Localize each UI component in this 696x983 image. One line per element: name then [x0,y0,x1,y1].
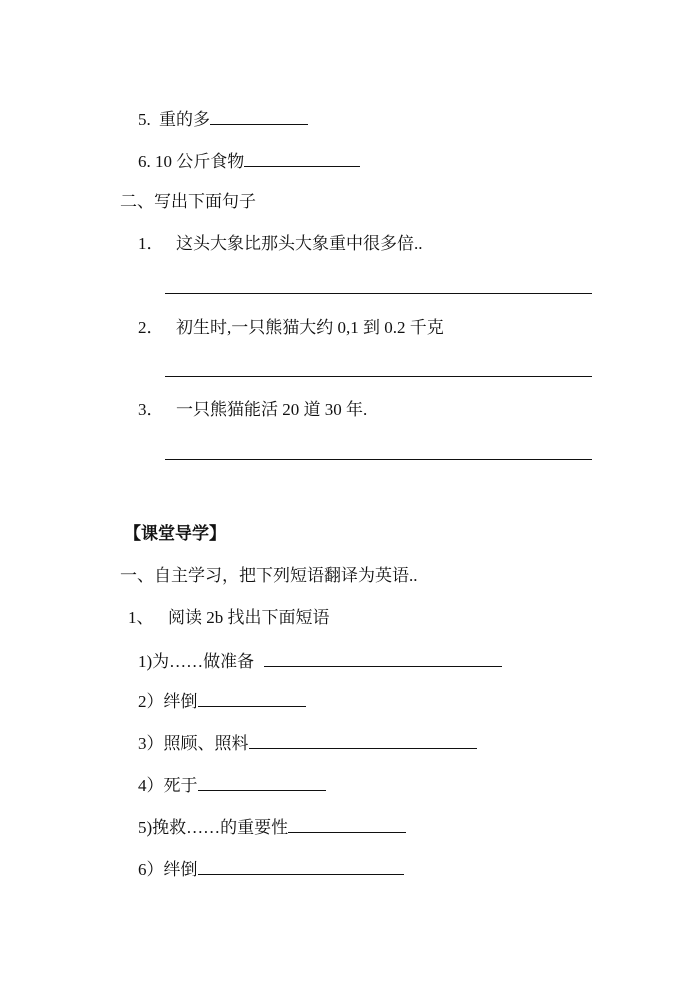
phrase-text: 4）死于 [138,776,198,795]
guide-title: 【课堂导学】 [124,524,226,543]
item-number: 1． [138,234,164,253]
answer-blank[interactable] [198,690,306,707]
answer-line[interactable] [165,376,592,377]
section2-heading: 二、写出下面句子 [120,192,256,211]
phrase-text: 1)为……做准备 [138,652,255,671]
item-text: 一只熊猫能活 20 道 30 年. [176,400,368,419]
phrase-item [138,650,502,672]
item-5 [138,108,308,130]
item-text: 这头大象比那头大象重中很多倍.. [176,234,423,253]
answer-line[interactable] [165,459,592,460]
phrase-item [138,816,406,838]
item-number: 3． [138,400,164,419]
sentence-item-2 [138,318,444,338]
answer-blank[interactable] [288,816,406,833]
phrase-text: 5)挽救……的重要性 [138,818,289,837]
answer-line[interactable] [165,293,592,294]
phrase-item [138,774,326,796]
item-number: 2． [138,318,164,337]
phrase-item [138,732,477,754]
answer-blank[interactable] [244,150,360,167]
item-text: 重的多 [159,110,210,129]
phrase-text: 2）绊倒 [138,692,198,711]
phrase-item [138,858,404,880]
item-number: 5. [138,110,151,129]
item-text: 初生时,一只熊猫大约 0,1 到 0.2 千克 [176,318,444,337]
answer-blank[interactable] [249,732,477,749]
answer-blank[interactable] [210,108,308,125]
sentence-item-1 [138,234,423,254]
item-6 [138,150,360,172]
item-number: 6. [138,152,151,171]
guide-task [128,608,330,628]
phrase-text: 6）绊倒 [138,860,198,879]
answer-blank[interactable] [264,650,502,667]
phrase-item [138,690,306,712]
answer-blank[interactable] [198,774,326,791]
phrase-text: 3）照顾、照料 [138,734,249,753]
task-number: 1、 [128,608,154,627]
sentence-item-3 [138,400,367,420]
answer-blank[interactable] [198,858,404,875]
item-text: 10 公斤食物 [155,152,245,171]
task-text: 阅读 2b 找出下面短语 [168,608,330,627]
guide-sub-heading: 一、自主学习，把下列短语翻译为英语.. [120,566,418,585]
